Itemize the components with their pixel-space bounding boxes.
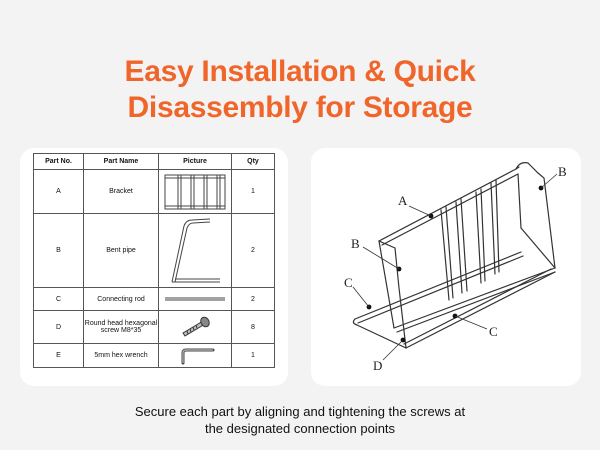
table-row: [34, 344, 275, 368]
connecting-rod-icon: [159, 288, 232, 311]
part-no-cell: C: [34, 288, 84, 311]
assembly-diagram-card: [311, 148, 581, 386]
table-row: [34, 311, 275, 344]
part-name-cell: 5mm hex wrench: [84, 344, 159, 368]
bracket-icon: [159, 170, 232, 214]
part-no-cell: A: [34, 170, 84, 214]
qty-cell: 2: [232, 288, 275, 311]
diagram-label-a: A: [398, 193, 408, 208]
bent-pipe-icon: [159, 214, 232, 288]
qty-cell: 2: [232, 214, 275, 288]
headline-line-2: Disassembly for Storage: [127, 91, 473, 124]
qty-cell: 1: [232, 344, 275, 368]
diagram-label-c-left: C: [344, 275, 353, 290]
table-row: [34, 288, 275, 311]
caption-line-2: the designated connection points: [204, 421, 396, 436]
part-no-cell: B: [34, 214, 84, 288]
part-name-cell: Bent pipe: [84, 214, 159, 288]
header-part-name: Part Name: [84, 154, 159, 170]
part-no-cell: D: [34, 311, 84, 344]
header-part-no: Part No.: [34, 154, 84, 170]
diagram-label-b-top: B: [558, 164, 567, 179]
caption: [0, 403, 600, 437]
part-name-cell: Connecting rod: [84, 288, 159, 311]
diagram-label-d: D: [373, 358, 383, 373]
headline-line-1: Easy Installation & Quick: [124, 55, 476, 88]
header-qty: Qty: [232, 154, 275, 170]
diagram-label-b-left: B: [351, 236, 360, 251]
part-name-cell: Round head hexagonal screw M8*35: [84, 311, 159, 344]
screw-icon: [159, 311, 232, 344]
qty-cell: 1: [232, 170, 275, 214]
qty-cell: 8: [232, 311, 275, 344]
hex-wrench-icon: [159, 344, 232, 368]
diagram-label-c-right: C: [489, 324, 498, 339]
parts-table-card: [20, 148, 288, 386]
table-row: [34, 170, 275, 214]
part-name-cell: Bracket: [84, 170, 159, 214]
header-picture: Picture: [159, 154, 232, 170]
table-row: [34, 214, 275, 288]
assembly-diagram: [311, 148, 581, 386]
parts-table: [33, 153, 275, 368]
table-header-row: [34, 154, 275, 170]
part-no-cell: E: [34, 344, 84, 368]
caption-line-1: Secure each part by aligning and tightening the screws at: [134, 404, 466, 419]
